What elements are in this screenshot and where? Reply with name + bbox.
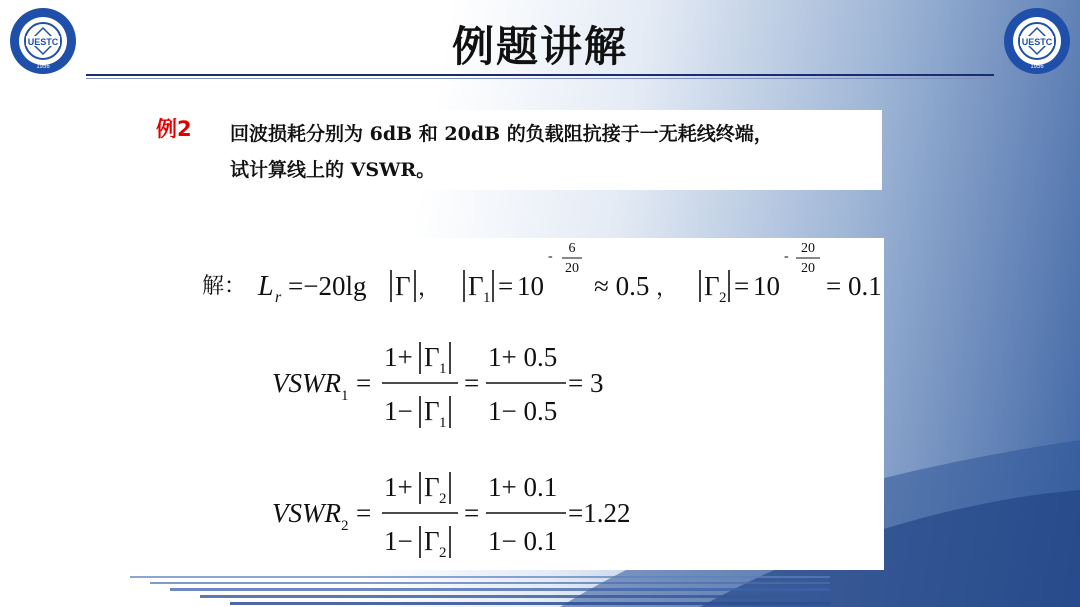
eq1-base-a: 10 [517, 271, 544, 301]
solution-equations [196, 238, 884, 570]
eq3-den-a: 1− [384, 526, 413, 556]
svg-text:-: - [784, 249, 789, 264]
logo-year: 1956 [1030, 64, 1044, 70]
eq1-approx: ≈ 0.5 [594, 271, 650, 301]
eq1-exp1-num: 6 [568, 241, 576, 256]
equation-vswr2 [272, 472, 630, 561]
eq3-result: =1.22 [568, 498, 631, 528]
eq3-den-sub: 2 [439, 545, 447, 561]
eq2-den-b: 1− 0.5 [488, 396, 558, 426]
eq2-den-a: 1− [384, 396, 413, 426]
logo-text: UESTC [27, 37, 59, 47]
eq1-comma: ， [418, 276, 441, 301]
eq1-comma-2: ， [656, 276, 679, 301]
eq1-gamma2-sub: 2 [719, 290, 727, 306]
eq3-num-gamma: Γ [424, 472, 440, 502]
solution-panel [196, 238, 884, 570]
logo-year: 1956 [36, 64, 50, 70]
eq2-result: = 3 [568, 368, 604, 398]
problem-text [230, 116, 880, 188]
eq3-num-a: 1+ [384, 472, 413, 502]
eq1-result2: = 0.1 [826, 271, 882, 301]
slide-title: 例题讲解 [451, 22, 628, 71]
eq2-num-b: 1+ 0.5 [488, 342, 558, 372]
eq1-exp2-num: 20 [801, 241, 815, 256]
eq1-eq-a: = [498, 271, 514, 301]
eq3-den-gamma: Γ [424, 526, 440, 556]
eq3-eq-b: = [464, 498, 480, 528]
eq2-num-sub: 1 [439, 361, 447, 377]
title-rule [86, 74, 994, 76]
eq3-num-b: 1+ 0.1 [488, 472, 558, 502]
eq3-num-sub: 2 [439, 491, 447, 507]
eq1-gamma2: Γ [704, 271, 720, 301]
equation-vswr1 [272, 342, 603, 431]
eq1-gamma1-sub: 1 [483, 290, 491, 306]
eq1-lhs: L [258, 271, 274, 302]
eq1-rhs-head: =−20lg [288, 271, 367, 301]
eq2-den-sub: 1 [439, 415, 447, 431]
eq1-lhs-sub: r [275, 289, 282, 306]
decorative-bottom-lines [0, 570, 1080, 607]
eq3-den-b: 1− 0.1 [488, 526, 558, 556]
eq2-num-gamma: Γ [424, 342, 440, 372]
eq1-eq-b: = [734, 271, 750, 301]
eq1-base-b: 10 [753, 271, 780, 301]
eq2-den-gamma: Γ [424, 396, 440, 426]
eq3-sub: 2 [341, 518, 349, 534]
eq1-exp2-den: 20 [801, 261, 815, 276]
equation-return-loss [202, 241, 882, 306]
eq2-eq-a: = [356, 368, 372, 398]
eq1-gamma1: Γ [468, 271, 484, 301]
problem-statement [218, 110, 882, 190]
problem-line-2: 试计算线上的 VSWR。 [230, 159, 436, 181]
eq2-label: VSWR [272, 368, 341, 398]
eq3-label: VSWR [272, 498, 341, 528]
example-tag: 例2 [156, 117, 192, 141]
eq2-eq-b: = [464, 368, 480, 398]
logo-text: UESTC [1021, 37, 1053, 47]
eq3-eq-a: = [356, 498, 372, 528]
eq1-gamma: Γ [395, 271, 411, 301]
eq2-sub: 1 [341, 388, 349, 404]
eq1-exp1-den: 20 [565, 261, 579, 276]
svg-text:-: - [548, 249, 553, 264]
problem-line-1: 回波损耗分别为 6dB 和 20dB 的负载阻抗接于一无耗线终端， [230, 123, 773, 145]
eq2-num-a: 1+ [384, 342, 413, 372]
title-rule-thin [86, 78, 994, 79]
solution-prefix: 解： [202, 274, 247, 299]
